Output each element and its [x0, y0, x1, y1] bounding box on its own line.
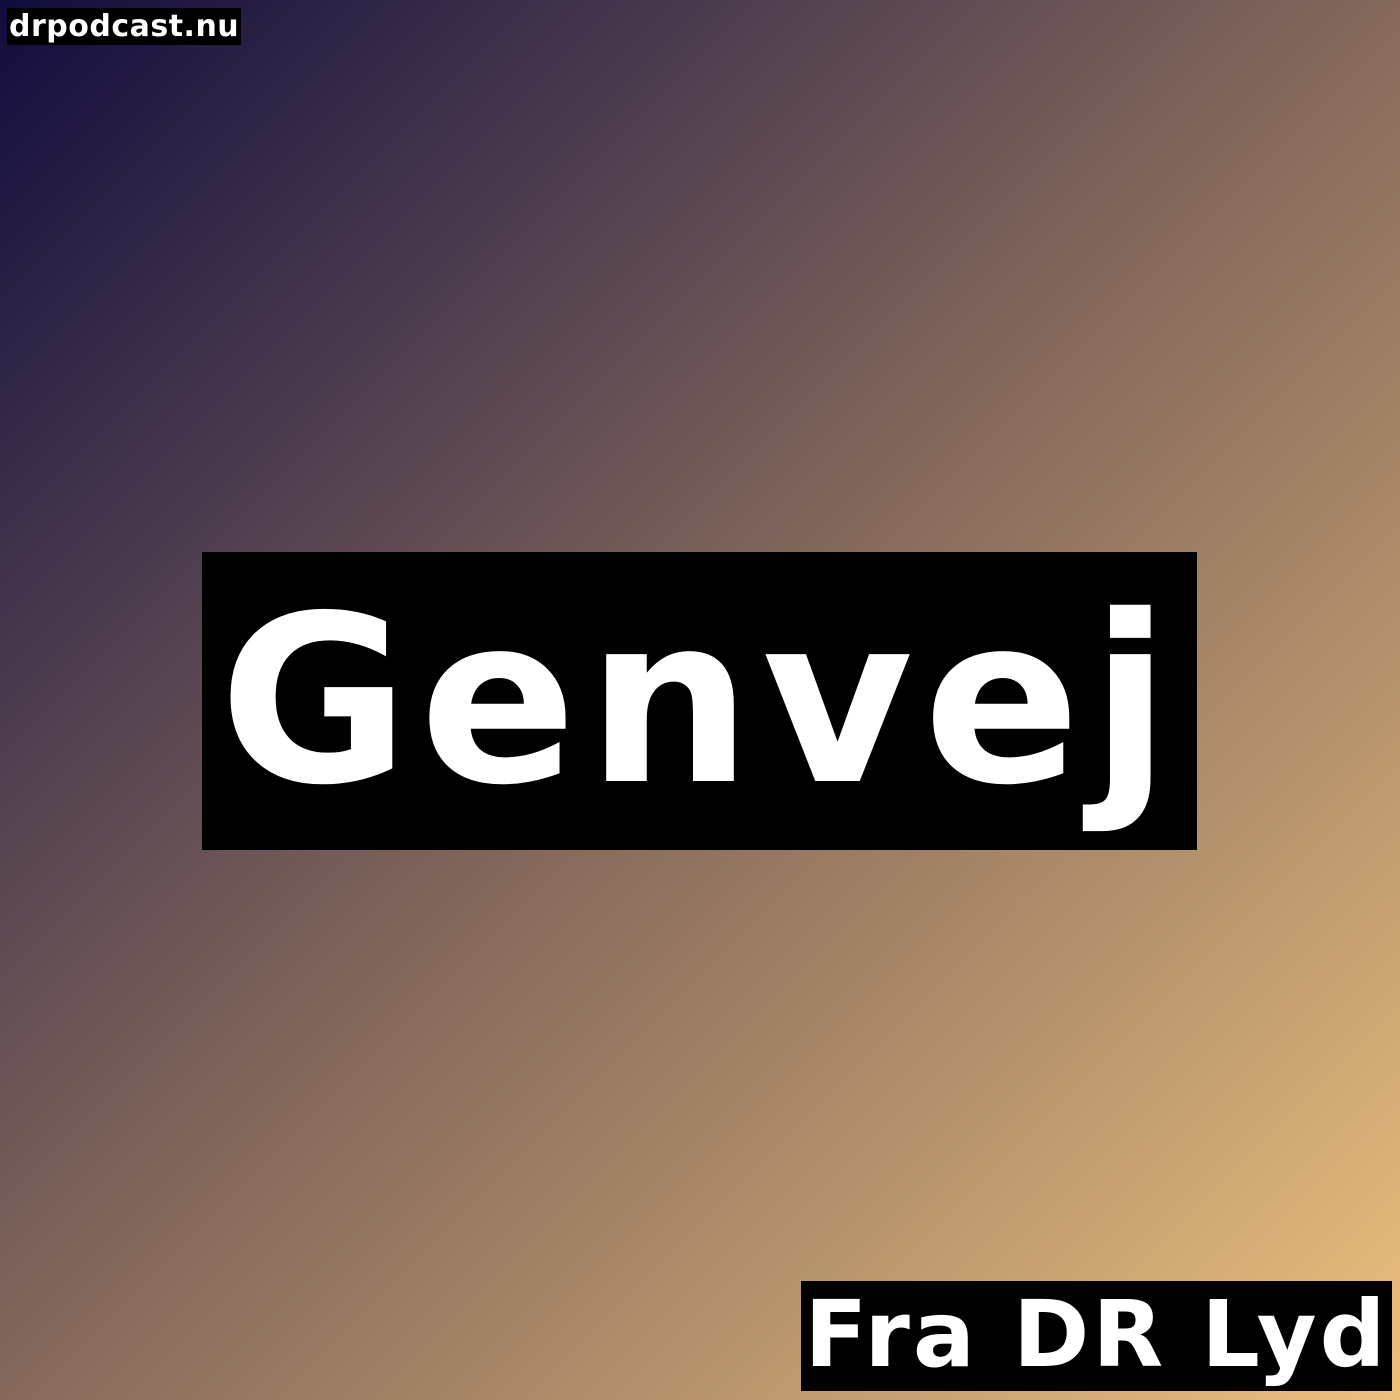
source-label: [801, 1281, 1392, 1391]
site-label-text: drpodcast.nu: [9, 9, 240, 44]
source-label-text: Fra DR Lyd: [804, 1281, 1389, 1388]
title-box: [202, 552, 1197, 850]
site-label: [7, 8, 241, 45]
podcast-title: Genvej: [218, 566, 1181, 836]
